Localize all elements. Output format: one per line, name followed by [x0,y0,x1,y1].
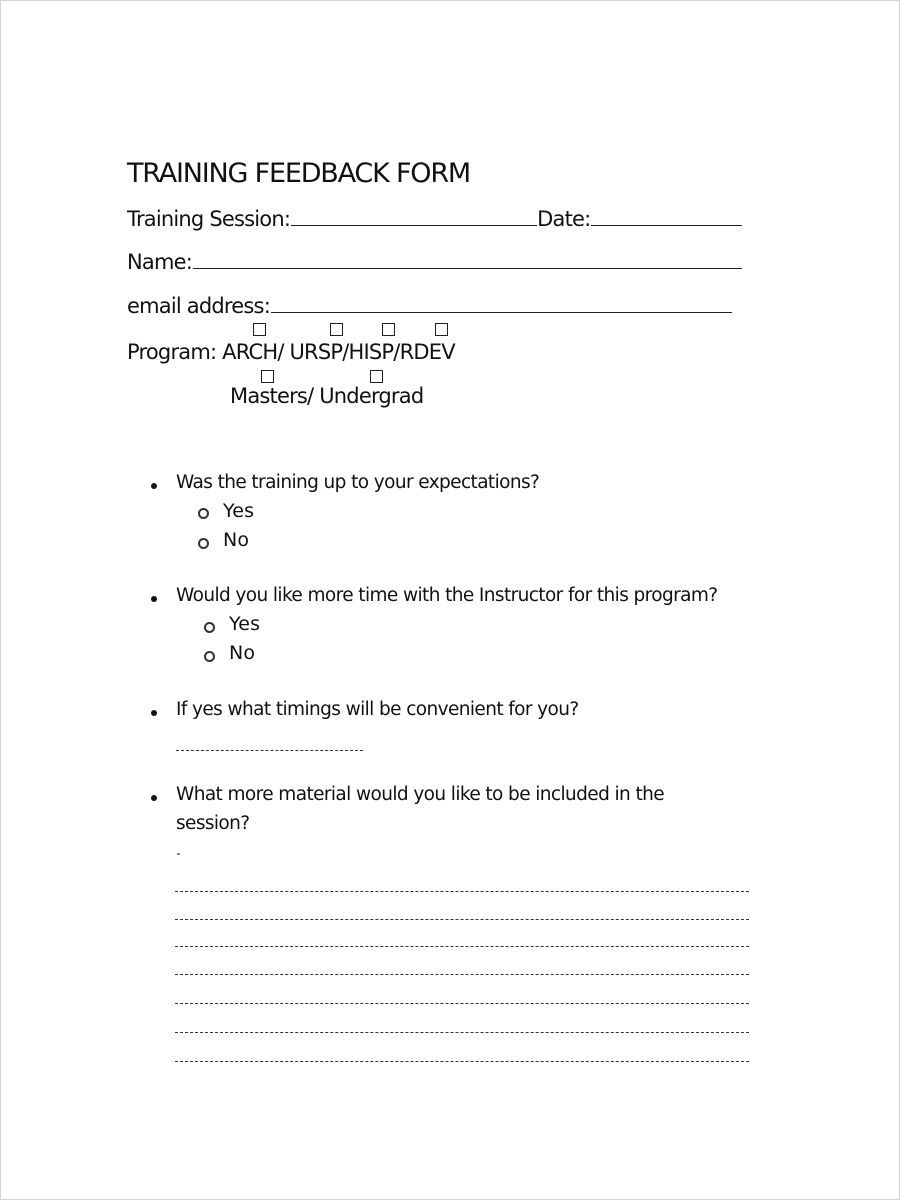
radio-q2-yes[interactable] [204,622,215,633]
q2-no-label: No [229,642,256,664]
material-answer-line-1[interactable] [175,891,749,892]
bullet-icon [151,795,157,801]
bullet-icon [151,710,157,716]
form-title: TRAINING FEEDBACK FORM [127,158,470,189]
checkbox-ursp[interactable] [330,323,343,336]
program-row [127,340,455,364]
checkbox-rdev[interactable] [435,323,448,336]
name-label: Name: [127,250,193,274]
radio-q1-no[interactable] [198,538,209,549]
material-answer-line-4[interactable] [175,974,749,975]
question-2: Would you like more time with the Instructor for this program? [176,585,718,606]
level-options: Masters/ Undergrad [230,384,424,408]
name-field[interactable] [193,267,742,269]
program-options: ARCH/ URSP/HISP/RDEV [222,340,455,364]
email-label: email address: [127,294,270,318]
radio-q1-yes[interactable] [198,508,209,519]
date-field[interactable] [591,224,742,226]
date-label: Date: [537,207,591,231]
checkbox-masters[interactable] [261,370,274,383]
question-4-line-2: session? [176,813,250,834]
material-answer-line-2[interactable] [175,919,749,920]
checkbox-undergrad[interactable] [370,370,383,383]
bullet-icon [151,483,157,489]
program-label: Program: [127,340,217,364]
stray-mark [177,853,180,855]
material-answer-line-3[interactable] [175,946,749,947]
checkbox-hisp[interactable] [382,323,395,336]
checkbox-arch[interactable] [253,323,266,336]
timings-answer-field[interactable] [176,750,363,751]
radio-q2-no[interactable] [204,651,215,662]
bullet-icon [151,596,157,602]
question-1: Was the training up to your expectations? [176,472,540,493]
material-answer-line-6[interactable] [175,1032,749,1033]
question-3: If yes what timings will be convenient for you? [176,699,579,720]
name-row [127,250,742,274]
email-field[interactable] [271,311,732,313]
training-session-field[interactable] [291,224,537,226]
email-row [127,294,732,318]
material-answer-line-5[interactable] [175,1003,749,1004]
training-session-label: Training Session: [127,207,291,231]
q1-no-label: No [223,529,250,551]
q1-yes-label: Yes [223,500,255,522]
q2-yes-label: Yes [229,613,261,635]
material-answer-line-7[interactable] [175,1061,749,1062]
question-4-line-1: What more material would you like to be included in the [176,784,665,805]
training-session-row [127,207,742,231]
